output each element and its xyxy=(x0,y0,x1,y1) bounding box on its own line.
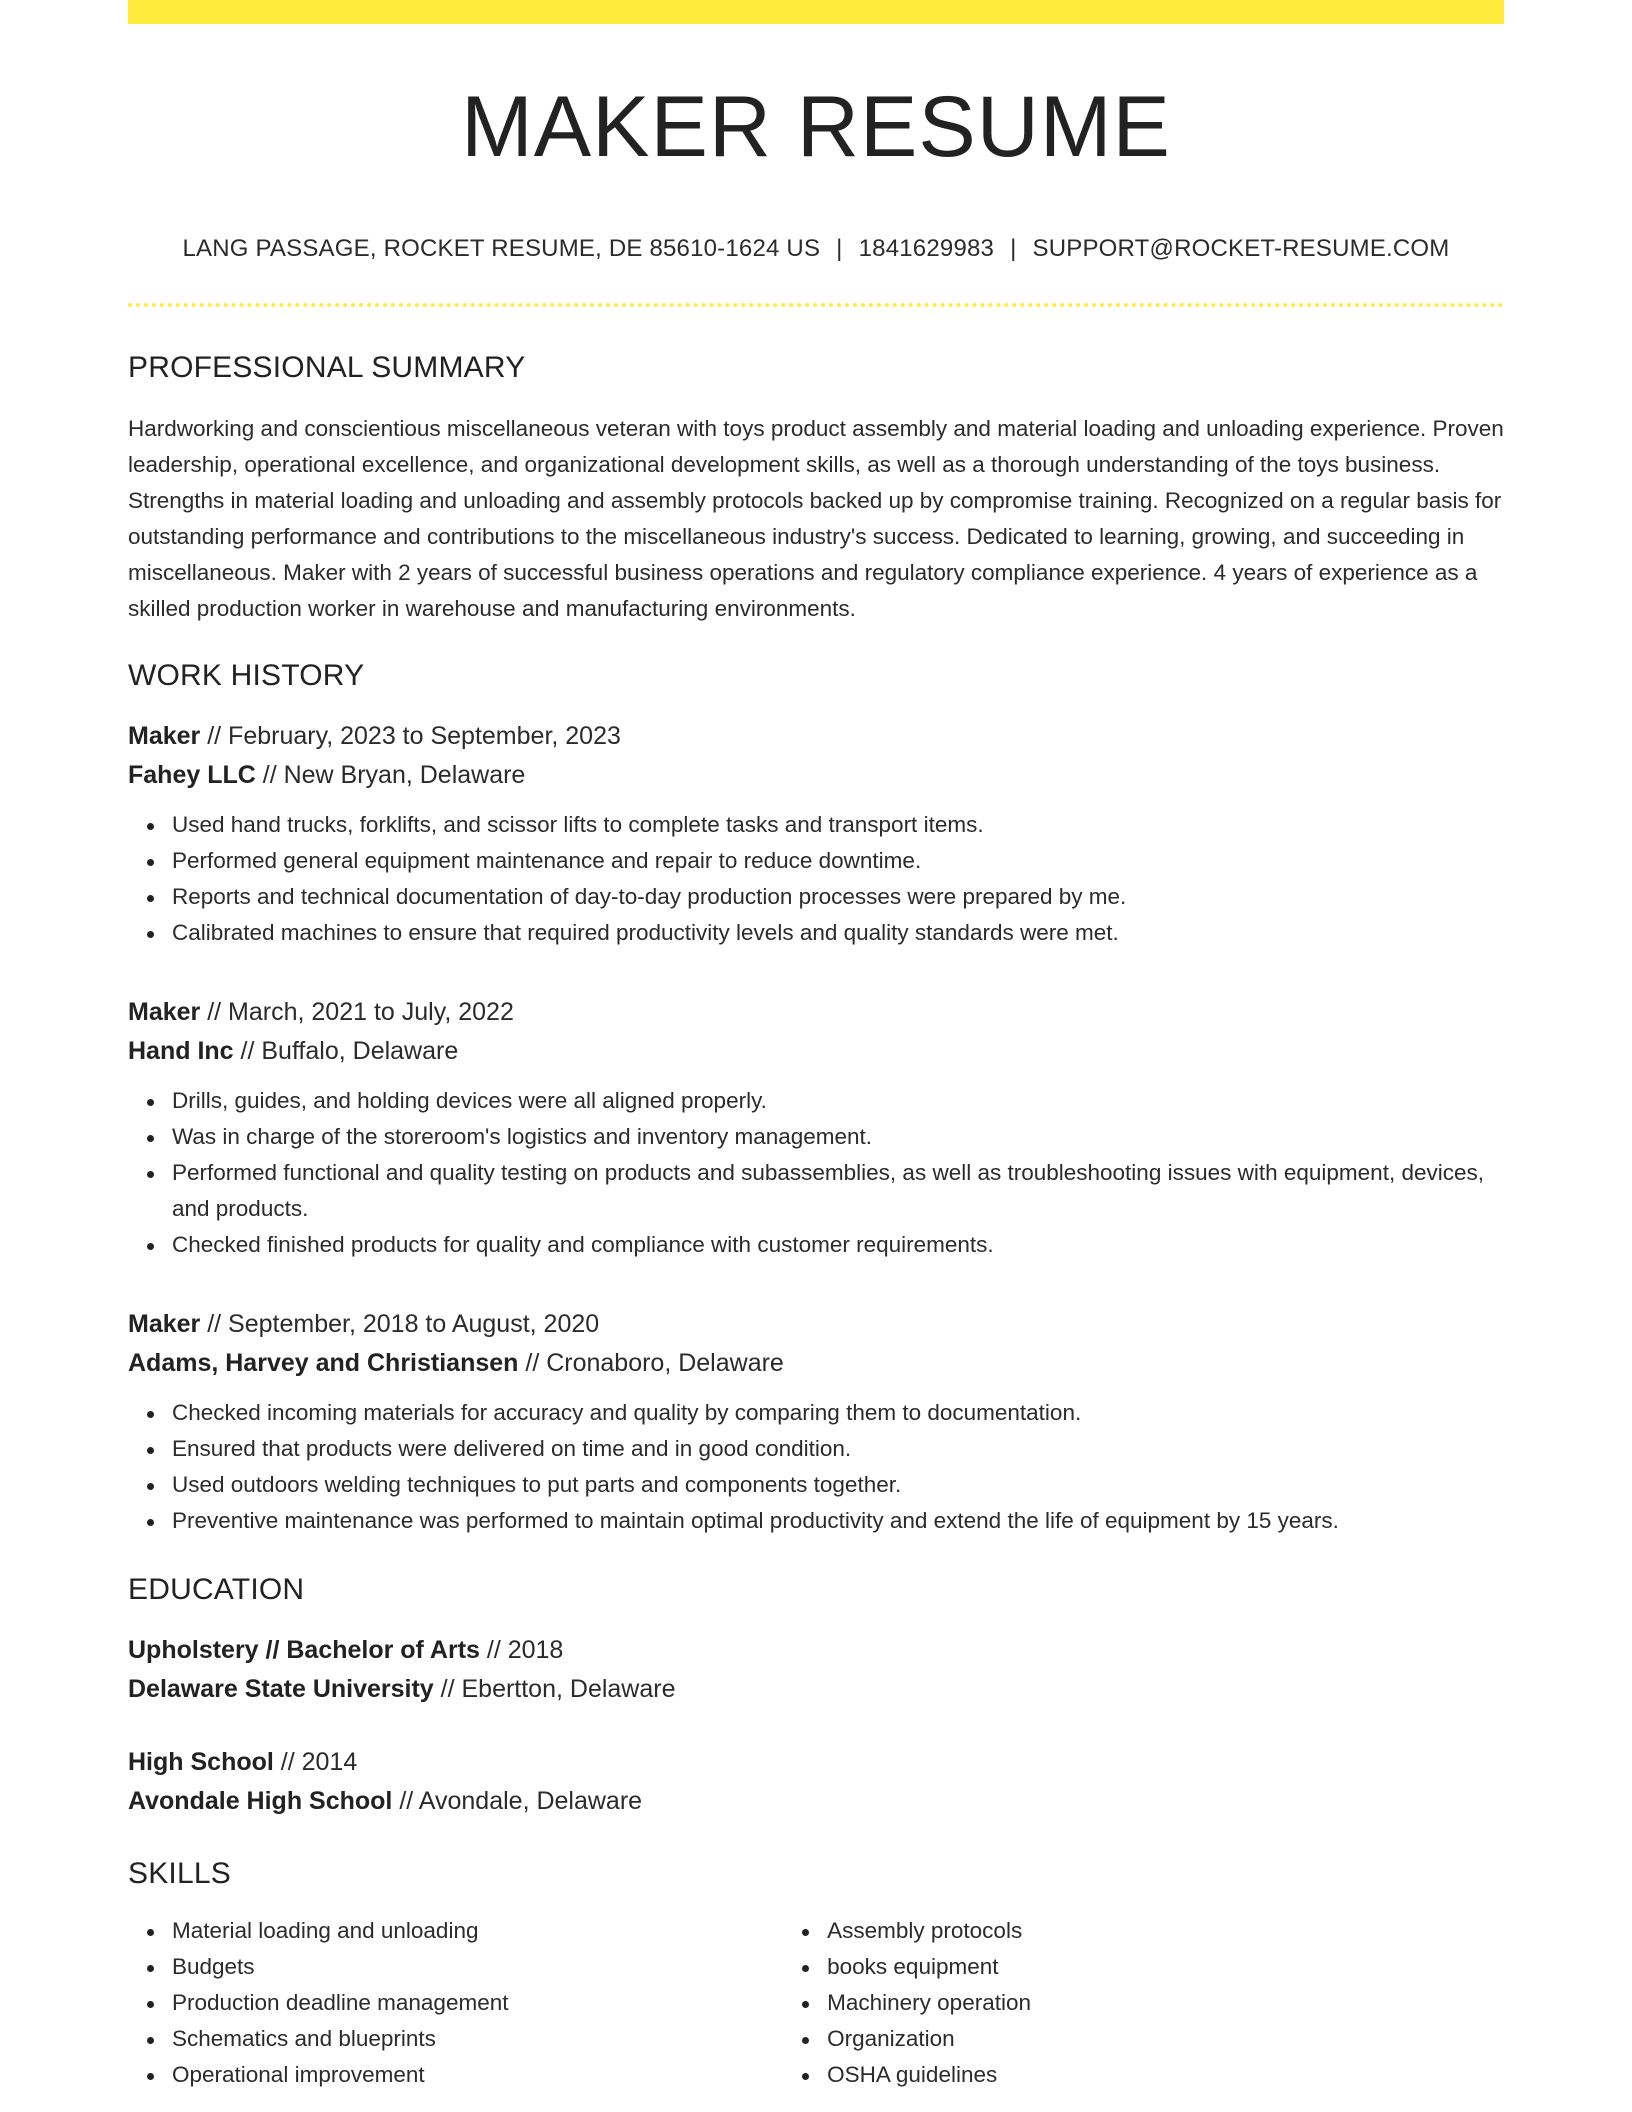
contact-separator: | xyxy=(836,235,843,262)
education-location: // Ebertton, Delaware xyxy=(433,1675,676,1703)
job-entry xyxy=(128,993,1504,1263)
job-role-line xyxy=(128,717,1504,756)
education-degree-line xyxy=(128,1631,1504,1670)
job-location: // New Bryan, Delaware xyxy=(255,761,526,789)
job-bullets xyxy=(128,1395,1504,1539)
list-item: OSHA guidelines xyxy=(827,2057,1504,2093)
list-item: Preventive maintenance was performed to maintain optimal productivity and extend the life of equipment by 15 years. xyxy=(172,1503,1504,1539)
list-item: Assembly protocols xyxy=(827,1913,1504,1949)
resume-name: MAKER RESUME xyxy=(461,79,1171,175)
education-year: // 2014 xyxy=(273,1748,358,1776)
dotted-divider xyxy=(128,303,1504,307)
list-item: books equipment xyxy=(827,1949,1504,1985)
list-item: Drills, guides, and holding devices were all aligned properly. xyxy=(172,1083,1504,1119)
education-heading: EDUCATION xyxy=(128,1573,305,1606)
job-company: Adams, Harvey and Christiansen xyxy=(128,1349,519,1377)
education-degree: High School xyxy=(128,1748,274,1776)
list-item: Used hand trucks, forklifts, and scissor lifts to complete tasks and transport items. xyxy=(172,807,1504,843)
list-item: Performed functional and quality testing on products and subassemblies, as well as troubleshooting issues with equipment, devices, and products. xyxy=(172,1155,1504,1227)
contact-line xyxy=(128,235,1504,263)
job-role-line xyxy=(128,993,1504,1032)
work-history-heading: WORK HISTORY xyxy=(128,659,365,692)
list-item: Used outdoors welding techniques to put parts and components together. xyxy=(172,1467,1504,1503)
skills-columns xyxy=(128,1913,1504,2093)
list-item: Organization xyxy=(827,2021,1504,2057)
job-location: // Buffalo, Delaware xyxy=(233,1037,459,1065)
list-item: Reports and technical documentation of day-to-day production processes were prepared by me. xyxy=(172,879,1504,915)
education-school: Delaware State University xyxy=(128,1675,434,1703)
job-role: Maker xyxy=(128,1310,201,1338)
education-location: // Avondale, Delaware xyxy=(392,1787,643,1815)
list-item: Budgets xyxy=(172,1949,783,1985)
list-item: Performed general equipment maintenance and repair to reduce downtime. xyxy=(172,843,1504,879)
skills-heading: SKILLS xyxy=(128,1857,231,1890)
education-school-line xyxy=(128,1782,1504,1821)
education-entry xyxy=(128,1743,1504,1821)
job-bullets xyxy=(128,807,1504,951)
job-dates: // March, 2021 to July, 2022 xyxy=(200,998,514,1026)
list-item: Checked finished products for quality and compliance with customer requirements. xyxy=(172,1227,1504,1263)
contact-address: LANG PASSAGE, ROCKET RESUME, DE 85610-1624 US xyxy=(182,235,821,262)
job-dates: // September, 2018 to August, 2020 xyxy=(200,1310,600,1338)
job-entry xyxy=(128,717,1504,951)
summary-text: Hardworking and conscientious miscellaneous veteran with toys product assembly and material loading and unloading experience. Proven leadership, operational excellence, and organizational development skills, as well as a thorough understanding of the toys business. Strengths in material loading and unloading and assembly protocols backed up by compromise training. Recognized on a regular basis for outstanding performance and contributions to the miscellaneous industry's success. Dedicated to learning, growing, and succeeding in miscellaneous. Maker with 2 years of successful business operations and regulatory compliance experience. 4 years of experience as a skilled production worker in warehouse and manufacturing environments. xyxy=(128,416,1504,621)
job-company-line xyxy=(128,756,1504,795)
list-item: Production deadline management xyxy=(172,1985,783,2021)
job-bullets xyxy=(128,1083,1504,1263)
list-item: Ensured that products were delivered on time and in good condition. xyxy=(172,1431,1504,1467)
education-school-line xyxy=(128,1670,1504,1709)
skills-list-left xyxy=(128,1913,783,2093)
summary-heading: PROFESSIONAL SUMMARY xyxy=(128,351,526,384)
job-company-line xyxy=(128,1344,1504,1383)
education-degree-line xyxy=(128,1743,1504,1782)
skills-list-right xyxy=(783,1913,1504,2093)
education-school: Avondale High School xyxy=(128,1787,393,1815)
job-role: Maker xyxy=(128,722,201,750)
contact-phone: 1841629983 xyxy=(858,235,995,262)
job-location: // Cronaboro, Delaware xyxy=(518,1349,784,1377)
education-year: // 2018 xyxy=(479,1636,564,1664)
accent-top-bar xyxy=(128,0,1504,24)
education-degree: Upholstery // Bachelor of Arts xyxy=(128,1636,480,1664)
list-item: Was in charge of the storeroom's logistics and inventory management. xyxy=(172,1119,1504,1155)
job-company-line xyxy=(128,1032,1504,1071)
contact-email: SUPPORT@ROCKET-RESUME.COM xyxy=(1032,235,1450,262)
job-dates: // February, 2023 to September, 2023 xyxy=(200,722,621,750)
resume-page xyxy=(128,0,1504,2093)
list-item: Material loading and unloading xyxy=(172,1913,783,1949)
job-company: Fahey LLC xyxy=(128,761,256,789)
job-entry xyxy=(128,1305,1504,1539)
list-item: Checked incoming materials for accuracy and quality by comparing them to documentation. xyxy=(172,1395,1504,1431)
job-role-line xyxy=(128,1305,1504,1344)
job-company: Hand Inc xyxy=(128,1037,234,1065)
list-item: Calibrated machines to ensure that required productivity levels and quality standards were met. xyxy=(172,915,1504,951)
job-role: Maker xyxy=(128,998,201,1026)
list-item: Operational improvement xyxy=(172,2057,783,2093)
education-entry xyxy=(128,1631,1504,1709)
contact-separator: | xyxy=(1010,235,1017,262)
list-item: Schematics and blueprints xyxy=(172,2021,783,2057)
list-item: Machinery operation xyxy=(827,1985,1504,2021)
